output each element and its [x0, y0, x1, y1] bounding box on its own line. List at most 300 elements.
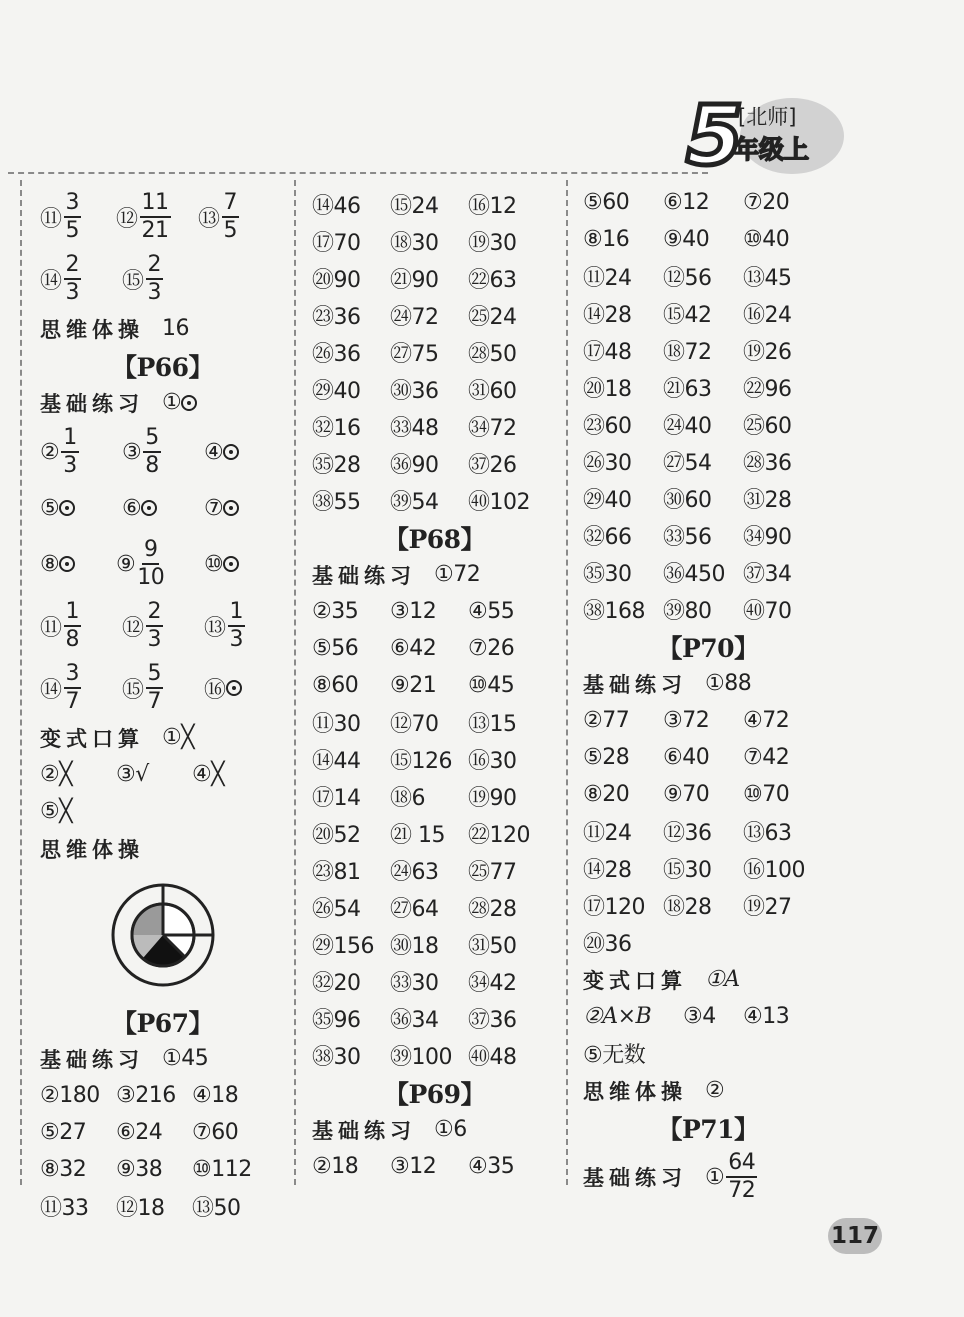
answer: ㉜16	[312, 416, 361, 441]
answer: ㉒63	[468, 268, 517, 293]
answer-row	[40, 248, 285, 310]
answer-row	[583, 739, 833, 776]
dot-symbol	[223, 500, 239, 516]
answer-row	[312, 223, 557, 260]
answer: ⑲90	[468, 786, 517, 811]
answer: ③216	[116, 1083, 176, 1108]
answer-grid	[583, 184, 833, 628]
item-number: ⑤	[40, 495, 60, 521]
answer: ⑨21	[390, 673, 437, 698]
item-number: ⑧	[40, 551, 60, 577]
answer: ⑤56	[312, 636, 359, 661]
fraction: $\frac{7}{5}$	[223, 190, 238, 243]
answer: ⑤60	[583, 190, 630, 215]
answer-row	[312, 445, 557, 482]
answer: ㉗54	[663, 451, 712, 476]
answer: ㉖54	[312, 897, 361, 922]
answer: ①45	[162, 1046, 209, 1071]
answer: ㉘28	[468, 897, 517, 922]
answer-row	[583, 1035, 833, 1072]
answer-row	[312, 186, 557, 223]
answer-row	[583, 480, 833, 517]
answer: ④72	[743, 708, 790, 733]
answer: ⑦60	[192, 1120, 239, 1145]
answer: ②35	[312, 599, 359, 624]
answer-row	[583, 406, 833, 443]
answer: ⑰120	[583, 895, 645, 920]
item-number: ③	[122, 439, 142, 465]
section-row	[312, 1111, 557, 1148]
answer: ㊲26	[468, 453, 517, 478]
section-heading: 基础练习	[40, 390, 144, 416]
answer-grid	[312, 593, 557, 1074]
answer: ⑰70	[312, 231, 361, 256]
answer: ㉔40	[663, 414, 712, 439]
item-number: ⑩	[204, 551, 224, 577]
section-row	[583, 961, 833, 998]
answer-grid	[583, 702, 833, 924]
answer-row	[583, 554, 833, 591]
dot-symbol	[223, 444, 239, 460]
answer: ⑯24	[743, 303, 792, 328]
answer: ⑲30	[468, 231, 517, 256]
answer: ㉕60	[743, 414, 792, 439]
answer-grid	[312, 186, 557, 519]
item-number: ⑪	[40, 615, 62, 641]
answer: ⑭28	[583, 303, 632, 328]
answer: ④18	[192, 1083, 239, 1108]
answer: ③√	[116, 762, 149, 787]
answer: ⑧32	[40, 1157, 87, 1182]
answer-row	[312, 371, 557, 408]
answer: ㉕24	[468, 305, 517, 330]
answer: ⑱30	[390, 231, 439, 256]
answer: ⑮30	[663, 858, 712, 883]
answer: ㊵48	[468, 1045, 517, 1070]
answer-row	[312, 963, 557, 1000]
column-1	[40, 186, 285, 1225]
fraction: $\frac{11}{21}$	[141, 190, 169, 243]
answer: ㉔72	[390, 305, 439, 330]
answer: ⑬45	[743, 266, 792, 291]
answer: ㉙156	[312, 934, 374, 959]
answer: ⑤28	[583, 745, 630, 770]
answer: ③4	[683, 1004, 716, 1029]
fraction: $\frac{2}{3}$	[147, 599, 162, 652]
circle-diagram	[40, 867, 285, 1003]
answer: ㉓81	[312, 860, 361, 885]
answer: ⑤╳	[40, 799, 72, 824]
answer-grid	[312, 1148, 557, 1185]
section-row	[40, 310, 285, 347]
dot-symbol	[223, 556, 239, 572]
column-2	[312, 186, 557, 1185]
answer: ③12	[390, 599, 437, 624]
answer: ㉙40	[312, 379, 361, 404]
grade-label: 年级上	[734, 135, 810, 164]
answer: ⑲26	[743, 340, 792, 365]
answer: ①88	[705, 671, 752, 696]
page-title: 【P67】	[111, 1008, 214, 1038]
answer-row	[583, 258, 833, 295]
answer: ㊲36	[468, 1008, 517, 1033]
item-number: ⑭	[40, 677, 62, 703]
fraction: $\frac{5}{7}$	[147, 661, 162, 714]
answer: ㊲34	[743, 562, 792, 587]
answer-row	[40, 1151, 285, 1188]
answer: ㊵70	[743, 599, 792, 624]
answer: ⑦26	[468, 636, 515, 661]
answer-row	[312, 926, 557, 963]
answer: ⑫36	[663, 821, 712, 846]
item-number: ⑮	[122, 677, 144, 703]
answer: ⑥24	[116, 1120, 163, 1145]
answer: ⑫56	[663, 266, 712, 291]
answer: ②18	[312, 1154, 359, 1179]
answer: ⑧20	[583, 782, 630, 807]
answer-row	[583, 776, 833, 813]
answer-row	[312, 408, 557, 445]
answer: ⑥40	[663, 745, 710, 770]
answer-row	[40, 1077, 285, 1114]
answer: ⑭44	[312, 749, 361, 774]
answer: ⑳52	[312, 823, 361, 848]
item-number: ⑥	[122, 495, 142, 521]
section-heading: 变式口算	[40, 725, 144, 751]
answer-row	[583, 517, 833, 554]
fraction: $\frac{3}{5}$	[65, 190, 80, 243]
answer-row	[583, 443, 833, 480]
answer: ⑪24	[583, 266, 632, 291]
answer: ⑬50	[192, 1196, 241, 1221]
answer: ㉒96	[743, 377, 792, 402]
answer-row	[40, 1114, 285, 1151]
answer: ⑰14	[312, 786, 361, 811]
section-row	[40, 384, 285, 421]
answer-row	[583, 221, 833, 258]
answer: ㉑ 15	[390, 823, 445, 848]
section-row	[583, 1072, 833, 1109]
column-divider	[566, 180, 568, 1185]
answer-row	[40, 1188, 285, 1225]
answer: ㊴54	[390, 490, 439, 515]
answer: ㉚18	[390, 934, 439, 959]
page-title: 【P71】	[657, 1114, 759, 1144]
answer: ⑨70	[663, 782, 710, 807]
answer: ㉟28	[312, 453, 361, 478]
answer: ㉟96	[312, 1008, 361, 1033]
answer: ㉚36	[390, 379, 439, 404]
answer: ⑪24	[583, 821, 632, 846]
answer: ㊱34	[390, 1008, 439, 1033]
section-heading: 基础练习	[312, 1117, 416, 1143]
answer: ⑩70	[743, 782, 790, 807]
column-divider	[20, 180, 22, 1185]
answer: ⑰48	[583, 340, 632, 365]
section-heading: 基础练习	[312, 562, 416, 588]
section-heading: 思维体操	[583, 1078, 687, 1104]
answer: ㊵102	[468, 490, 530, 515]
grade-badge	[682, 88, 852, 178]
answer: ㊴100	[390, 1045, 452, 1070]
dot-symbol	[226, 680, 242, 696]
fraction: $\frac{5}{8}$	[145, 425, 159, 478]
dot-symbol	[181, 395, 197, 411]
fraction: $\frac{9}{10}$	[137, 537, 165, 590]
answer: ㉑90	[390, 268, 439, 293]
answer: ⑤27	[40, 1120, 87, 1145]
fraction: $\frac{2}{3}$	[147, 252, 162, 305]
answer: ⑱28	[663, 895, 712, 920]
answer-row	[583, 332, 833, 369]
item-number: ⑬	[198, 206, 220, 232]
answer: ㉚60	[663, 488, 712, 513]
answer-row	[312, 815, 557, 852]
column-divider	[294, 180, 296, 1185]
answer: 16	[162, 316, 189, 341]
answer-row	[40, 533, 285, 595]
answer: ㉑63	[663, 377, 712, 402]
answer: ④13	[743, 1004, 790, 1029]
answer-row	[583, 591, 833, 628]
answer: ㊱450	[663, 562, 725, 587]
answer: ②A×B	[583, 1004, 652, 1029]
answer: ㉞90	[743, 525, 792, 550]
answer: ⑩112	[192, 1157, 252, 1182]
answer-row	[583, 702, 833, 739]
header-divider	[8, 172, 708, 174]
page-title: 【P70】	[657, 633, 759, 663]
section-heading: 基础练习	[40, 1046, 144, 1072]
answer: ㉛28	[743, 488, 792, 513]
answer: ④35	[468, 1154, 515, 1179]
answer: ㉒120	[468, 823, 530, 848]
answer: ㊱90	[390, 453, 439, 478]
item-number: ⑬	[204, 615, 226, 641]
answer: ㉙40	[583, 488, 632, 513]
page-title: 【P66】	[111, 352, 214, 382]
answer: ⑯30	[468, 749, 517, 774]
answer: ④55	[468, 599, 515, 624]
answer: ㉘36	[743, 451, 792, 476]
answer-row	[312, 667, 557, 704]
answer: ①A	[705, 967, 740, 992]
page-title: 【P69】	[383, 1079, 486, 1109]
item-number: ⑫	[116, 206, 138, 232]
answer-row	[583, 369, 833, 406]
answer-row	[40, 483, 285, 533]
section-heading: 思维体操	[40, 836, 144, 862]
answer: ㉞72	[468, 416, 517, 441]
answer: ⑥12	[663, 190, 710, 215]
answer: ㉛60	[468, 379, 517, 404]
answer: ⑱6	[390, 786, 425, 811]
item-number: ⑦	[204, 495, 224, 521]
answer-grid	[40, 1077, 285, 1225]
answer: ①72	[434, 562, 481, 587]
grade-number: 5	[686, 89, 744, 178]
answer: ③72	[663, 708, 710, 733]
answer-row	[312, 630, 557, 667]
answer-row	[583, 998, 833, 1035]
item-number: ⑭	[40, 268, 62, 294]
answer: ㉜20	[312, 971, 361, 996]
answer: ⑳36	[583, 932, 632, 957]
dot-symbol	[59, 556, 75, 572]
answer: ⑱72	[663, 340, 712, 365]
answer-row	[40, 756, 285, 793]
answer: ㉟30	[583, 562, 632, 587]
section-row	[312, 556, 557, 593]
answer-row	[40, 421, 285, 483]
answer: ⑮42	[663, 303, 712, 328]
answer: ⑩45	[468, 673, 515, 698]
answer: ㉖36	[312, 342, 361, 367]
answer: ⑭46	[312, 194, 361, 219]
answer-row	[312, 1000, 557, 1037]
dot-symbol	[141, 500, 157, 516]
dot-symbol	[59, 500, 75, 516]
answer: ㉛50	[468, 934, 517, 959]
answer: ⑯100	[743, 858, 805, 883]
answer: ㉖30	[583, 451, 632, 476]
answer: ㉜66	[583, 525, 632, 550]
answer: ㉞42	[468, 971, 517, 996]
item-number: ②	[40, 439, 60, 465]
answer-row	[312, 1037, 557, 1074]
item-number: ①	[162, 390, 182, 415]
answer: ㉔63	[390, 860, 439, 885]
fraction: $\frac{3}{7}$	[65, 661, 80, 714]
answer: ⑭28	[583, 858, 632, 883]
item-number: ⑪	[40, 206, 62, 232]
answer: ⑬15	[468, 712, 517, 737]
item-number: ⑨	[116, 551, 136, 577]
answer-row	[312, 482, 557, 519]
answer: ⑪30	[312, 712, 361, 737]
fraction: $\frac{1}{3}$	[63, 425, 77, 478]
answer-row	[583, 887, 833, 924]
answer: ⑬63	[743, 821, 792, 846]
section-heading: 思维体操	[40, 316, 144, 342]
answer-row	[40, 186, 285, 248]
answer: ⑪33	[40, 1196, 89, 1221]
section-row	[40, 830, 285, 867]
answer: ①╳	[162, 725, 194, 750]
answer: ㉗75	[390, 342, 439, 367]
answer: ⑮126	[390, 749, 452, 774]
section-heading: 基础练习	[583, 671, 687, 697]
page-title: 【P68】	[383, 524, 486, 554]
answer: ㉝48	[390, 416, 439, 441]
answer: ⑯12	[468, 194, 517, 219]
answer: ⑩40	[743, 227, 790, 252]
edition-label: [北师]	[738, 105, 797, 129]
answer-row	[40, 595, 285, 657]
item-number: ④	[204, 439, 224, 465]
fraction: $\frac{64}{72}$	[728, 1150, 756, 1203]
page-number: 117	[828, 1218, 882, 1254]
answer: ①6	[434, 1117, 467, 1142]
answer: ⑲27	[743, 895, 792, 920]
answer: ㊳30	[312, 1045, 361, 1070]
answer: ②	[705, 1078, 725, 1103]
answer: ㉗64	[390, 897, 439, 922]
answer: ⑧60	[312, 673, 359, 698]
answer-row	[583, 295, 833, 332]
fraction: $\frac{1}{8}$	[65, 599, 80, 652]
answer: ②180	[40, 1083, 100, 1108]
answer: ⑦20	[743, 190, 790, 215]
answer: ③12	[390, 1154, 437, 1179]
section-heading: 基础练习	[583, 1165, 687, 1190]
answer: ⑫70	[390, 712, 439, 737]
answer-row	[583, 850, 833, 887]
item-number: ⑯	[204, 677, 226, 703]
answer: ㉕77	[468, 860, 517, 885]
answer-row	[312, 704, 557, 741]
section-row	[583, 1146, 833, 1208]
fraction: $\frac{1}{3}$	[229, 599, 244, 652]
answer: ⑤无数	[583, 1043, 646, 1068]
section-row	[583, 665, 833, 702]
answer: ㊴80	[663, 599, 712, 624]
answer: ⑥42	[390, 636, 437, 661]
answer-row	[312, 852, 557, 889]
answer: ㉝30	[390, 971, 439, 996]
answer-row	[583, 813, 833, 850]
answer-row	[583, 184, 833, 221]
answer: ⑳18	[583, 377, 632, 402]
section-row	[40, 1040, 285, 1077]
answer: ㉓36	[312, 305, 361, 330]
answer: ⑨38	[116, 1157, 163, 1182]
answer-row	[583, 924, 833, 961]
answer: ⑫18	[116, 1196, 165, 1221]
answer-row	[312, 334, 557, 371]
answer: ④╳	[192, 762, 224, 787]
answer-row	[312, 778, 557, 815]
answer-row	[40, 657, 285, 719]
answer: ㊳55	[312, 490, 361, 515]
answer-row	[312, 889, 557, 926]
answer: ②77	[583, 708, 630, 733]
answer: ⑧16	[583, 227, 630, 252]
answer: ②╳	[40, 762, 72, 787]
answer-row	[312, 297, 557, 334]
answer-row	[312, 260, 557, 297]
answer: ㉓60	[583, 414, 632, 439]
answer: ⑳90	[312, 268, 361, 293]
answer-row	[312, 593, 557, 630]
answer-row	[312, 741, 557, 778]
answer: ⑨40	[663, 227, 710, 252]
answer-row	[312, 1148, 557, 1185]
item-number: ⑫	[122, 615, 144, 641]
section-heading: 变式口算	[583, 967, 687, 993]
fraction: $\frac{2}{3}$	[65, 252, 80, 305]
answer: ㉝56	[663, 525, 712, 550]
answer: ⑮24	[390, 194, 439, 219]
item-number: ⑮	[122, 268, 144, 294]
answer: ㊳168	[583, 599, 645, 624]
answer-row	[40, 793, 285, 830]
item-number: ①	[705, 1164, 725, 1190]
answer: ⑦42	[743, 745, 790, 770]
section-row	[40, 719, 285, 756]
answer: ㉘50	[468, 342, 517, 367]
column-3	[583, 186, 833, 1208]
